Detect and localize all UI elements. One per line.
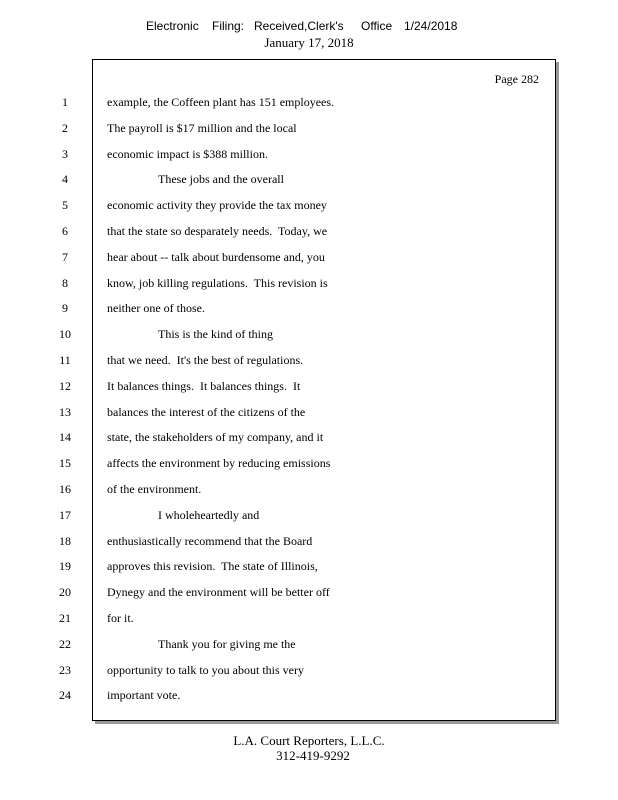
line-text: balances the interest of the citizens of the xyxy=(107,405,306,419)
line-number: 2 xyxy=(62,121,68,135)
line-text: It balances things. It balances things. It xyxy=(107,379,301,393)
line-number: 20 xyxy=(59,585,71,599)
line-number: 23 xyxy=(59,663,71,677)
line-text: The payroll is $17 million and the local xyxy=(107,121,297,135)
line-text: of the environment. xyxy=(107,482,202,496)
line-text: Dynegy and the environment will be better off xyxy=(107,585,330,599)
line-number: 15 xyxy=(59,456,71,470)
footer-phone: 312-419-9292 xyxy=(276,748,350,763)
line-text: enthusiastically recommend that the Board xyxy=(107,534,313,548)
line-number: 13 xyxy=(59,405,71,419)
line-number: 17 xyxy=(59,508,71,522)
footer-company: L.A. Court Reporters, L.L.C. xyxy=(233,733,385,748)
line-text: I wholeheartedly and xyxy=(158,508,260,522)
stamp-received: Received,Clerk's xyxy=(254,19,344,33)
line-text: This is the kind of thing xyxy=(158,327,273,341)
line-number: 4 xyxy=(62,172,68,186)
line-text: economic impact is $388 million. xyxy=(107,147,268,161)
line-number: 7 xyxy=(62,250,68,264)
stamp-electronic: Electronic xyxy=(146,19,199,33)
line-number: 6 xyxy=(62,224,68,238)
line-number: 8 xyxy=(62,276,68,290)
line-text: know, job killing regulations. This revision is xyxy=(107,276,328,290)
line-number: 16 xyxy=(59,482,71,496)
line-number: 12 xyxy=(59,379,71,393)
line-number: 22 xyxy=(59,637,71,651)
line-text: neither one of those. xyxy=(107,301,205,315)
line-text: hear about -- talk about burdensome and, you xyxy=(107,250,325,264)
stamp-filing: Filing: xyxy=(212,19,245,33)
line-text: approves this revision. The state of Illinois, xyxy=(107,559,318,573)
line-text: example, the Coffeen plant has 151 employees. xyxy=(107,95,335,109)
stamp-date: 1/24/2018 xyxy=(404,19,458,33)
line-text: that we need. It's the best of regulations. xyxy=(107,353,304,367)
line-text: state, the stakeholders of my company, and it xyxy=(107,430,324,444)
line-number: 11 xyxy=(59,353,71,367)
line-number: 21 xyxy=(59,611,71,625)
hearing-date: January 17, 2018 xyxy=(264,35,354,50)
line-number: 1 xyxy=(62,95,68,109)
line-number: 9 xyxy=(62,301,68,315)
line-number: 24 xyxy=(59,688,71,702)
line-number: 19 xyxy=(59,559,71,573)
page-number: Page 282 xyxy=(494,72,539,86)
line-text: for it. xyxy=(107,611,134,625)
line-text: important vote. xyxy=(107,688,181,702)
line-number: 18 xyxy=(59,534,71,548)
stamp-office: Office xyxy=(361,19,393,33)
line-text: economic activity they provide the tax money xyxy=(107,198,327,212)
line-number: 14 xyxy=(59,430,71,444)
line-number: 5 xyxy=(62,198,68,212)
line-text: opportunity to talk to you about this very xyxy=(107,663,304,677)
line-text: that the state so desparately needs. Today, we xyxy=(107,224,328,238)
line-number: 3 xyxy=(62,147,68,161)
line-text: Thank you for giving me the xyxy=(158,637,296,651)
line-text: affects the environment by reducing emissions xyxy=(107,456,331,470)
line-text: These jobs and the overall xyxy=(158,172,284,186)
line-number: 10 xyxy=(59,327,71,341)
